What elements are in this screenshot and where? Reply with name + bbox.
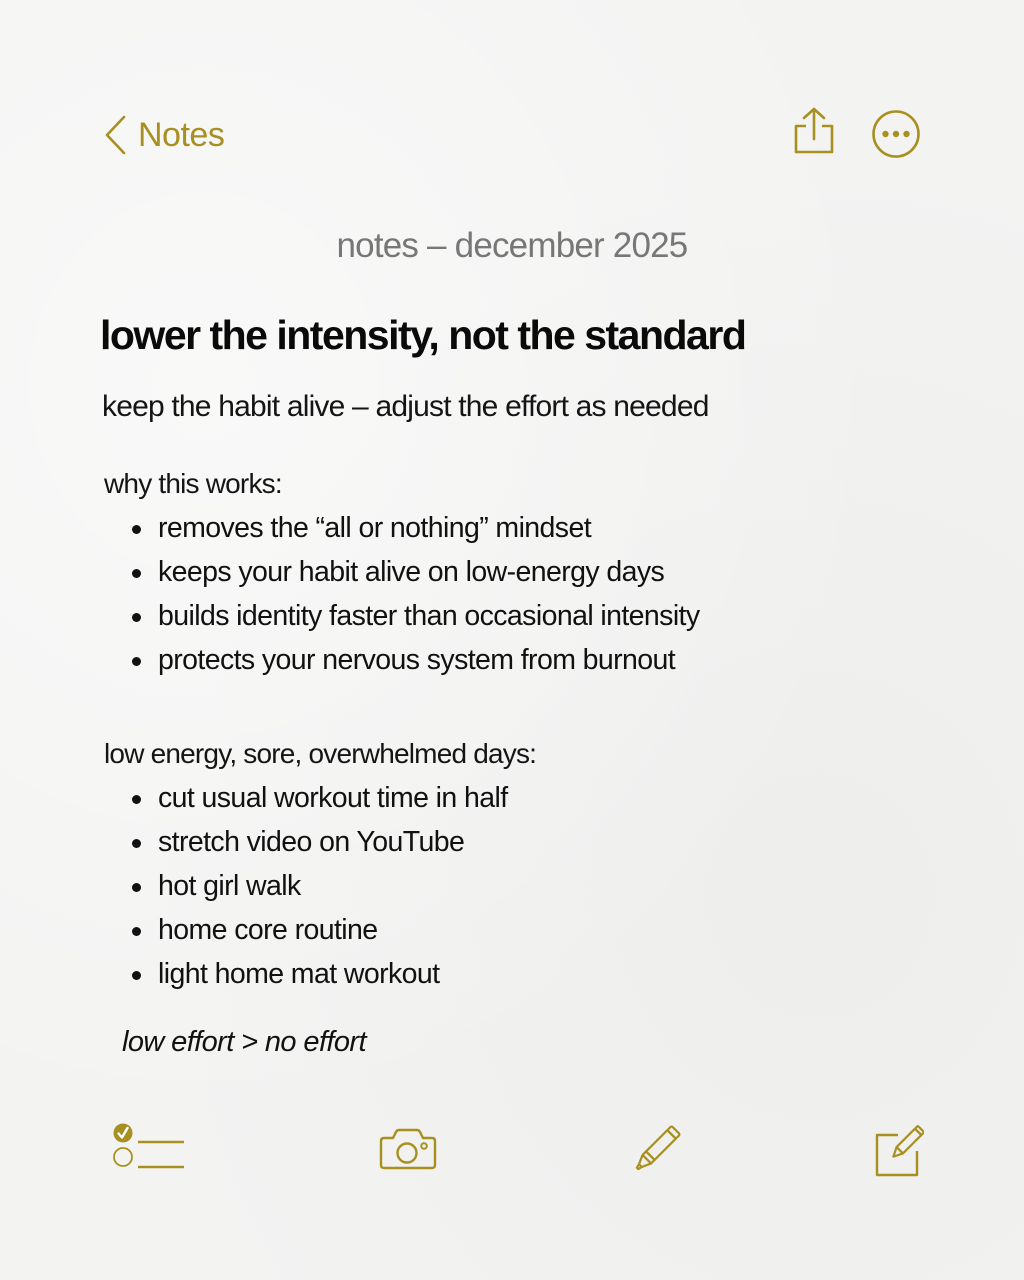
bottom-toolbar bbox=[0, 1110, 1024, 1190]
list-item: light home mat workout bbox=[104, 952, 536, 996]
low-energy-days-section bbox=[104, 732, 536, 996]
share-icon bbox=[790, 106, 838, 158]
note-title: lower the intensity, not the standard bbox=[100, 312, 746, 358]
list-item: protects your nervous system from burnout bbox=[104, 638, 700, 682]
markup-button[interactable] bbox=[630, 1120, 682, 1180]
chevron-left-icon bbox=[102, 114, 128, 156]
compose-button[interactable] bbox=[872, 1120, 924, 1180]
list-item: hot girl walk bbox=[104, 864, 536, 908]
list-item: builds identity faster than occasional intensity bbox=[104, 594, 700, 638]
note-date: notes – december 2025 bbox=[336, 226, 688, 265]
list-item: cut usual workout time in half bbox=[104, 776, 536, 820]
checklist-icon bbox=[110, 1120, 188, 1182]
compose-icon bbox=[872, 1120, 924, 1180]
section-heading: why this works: bbox=[104, 468, 282, 499]
back-to-notes-button[interactable] bbox=[102, 112, 224, 158]
back-label: Notes bbox=[138, 115, 225, 154]
camera-icon bbox=[378, 1120, 438, 1172]
navigation-bar bbox=[0, 0, 1024, 180]
list-item: removes the “all or nothing” mindset bbox=[104, 506, 700, 550]
list-item: keeps your habit alive on low-energy days bbox=[104, 550, 700, 594]
more-options-button[interactable] bbox=[870, 108, 922, 160]
note-tagline: low effort > no effort bbox=[122, 1026, 366, 1058]
markup-pencil-icon bbox=[630, 1120, 682, 1180]
checklist-button[interactable] bbox=[110, 1120, 188, 1182]
list-item: stretch video on YouTube bbox=[104, 820, 536, 864]
share-button[interactable] bbox=[790, 106, 838, 158]
section-heading: low energy, sore, overwhelmed days: bbox=[104, 738, 537, 769]
bullet-list bbox=[104, 776, 536, 996]
camera-button[interactable] bbox=[378, 1120, 438, 1172]
bullet-list bbox=[104, 506, 700, 682]
why-this-works-section bbox=[104, 462, 700, 682]
note-subtitle: keep the habit alive – adjust the effort as needed bbox=[102, 390, 709, 423]
more-ellipsis-icon bbox=[870, 108, 922, 160]
list-item: home core routine bbox=[104, 908, 536, 952]
